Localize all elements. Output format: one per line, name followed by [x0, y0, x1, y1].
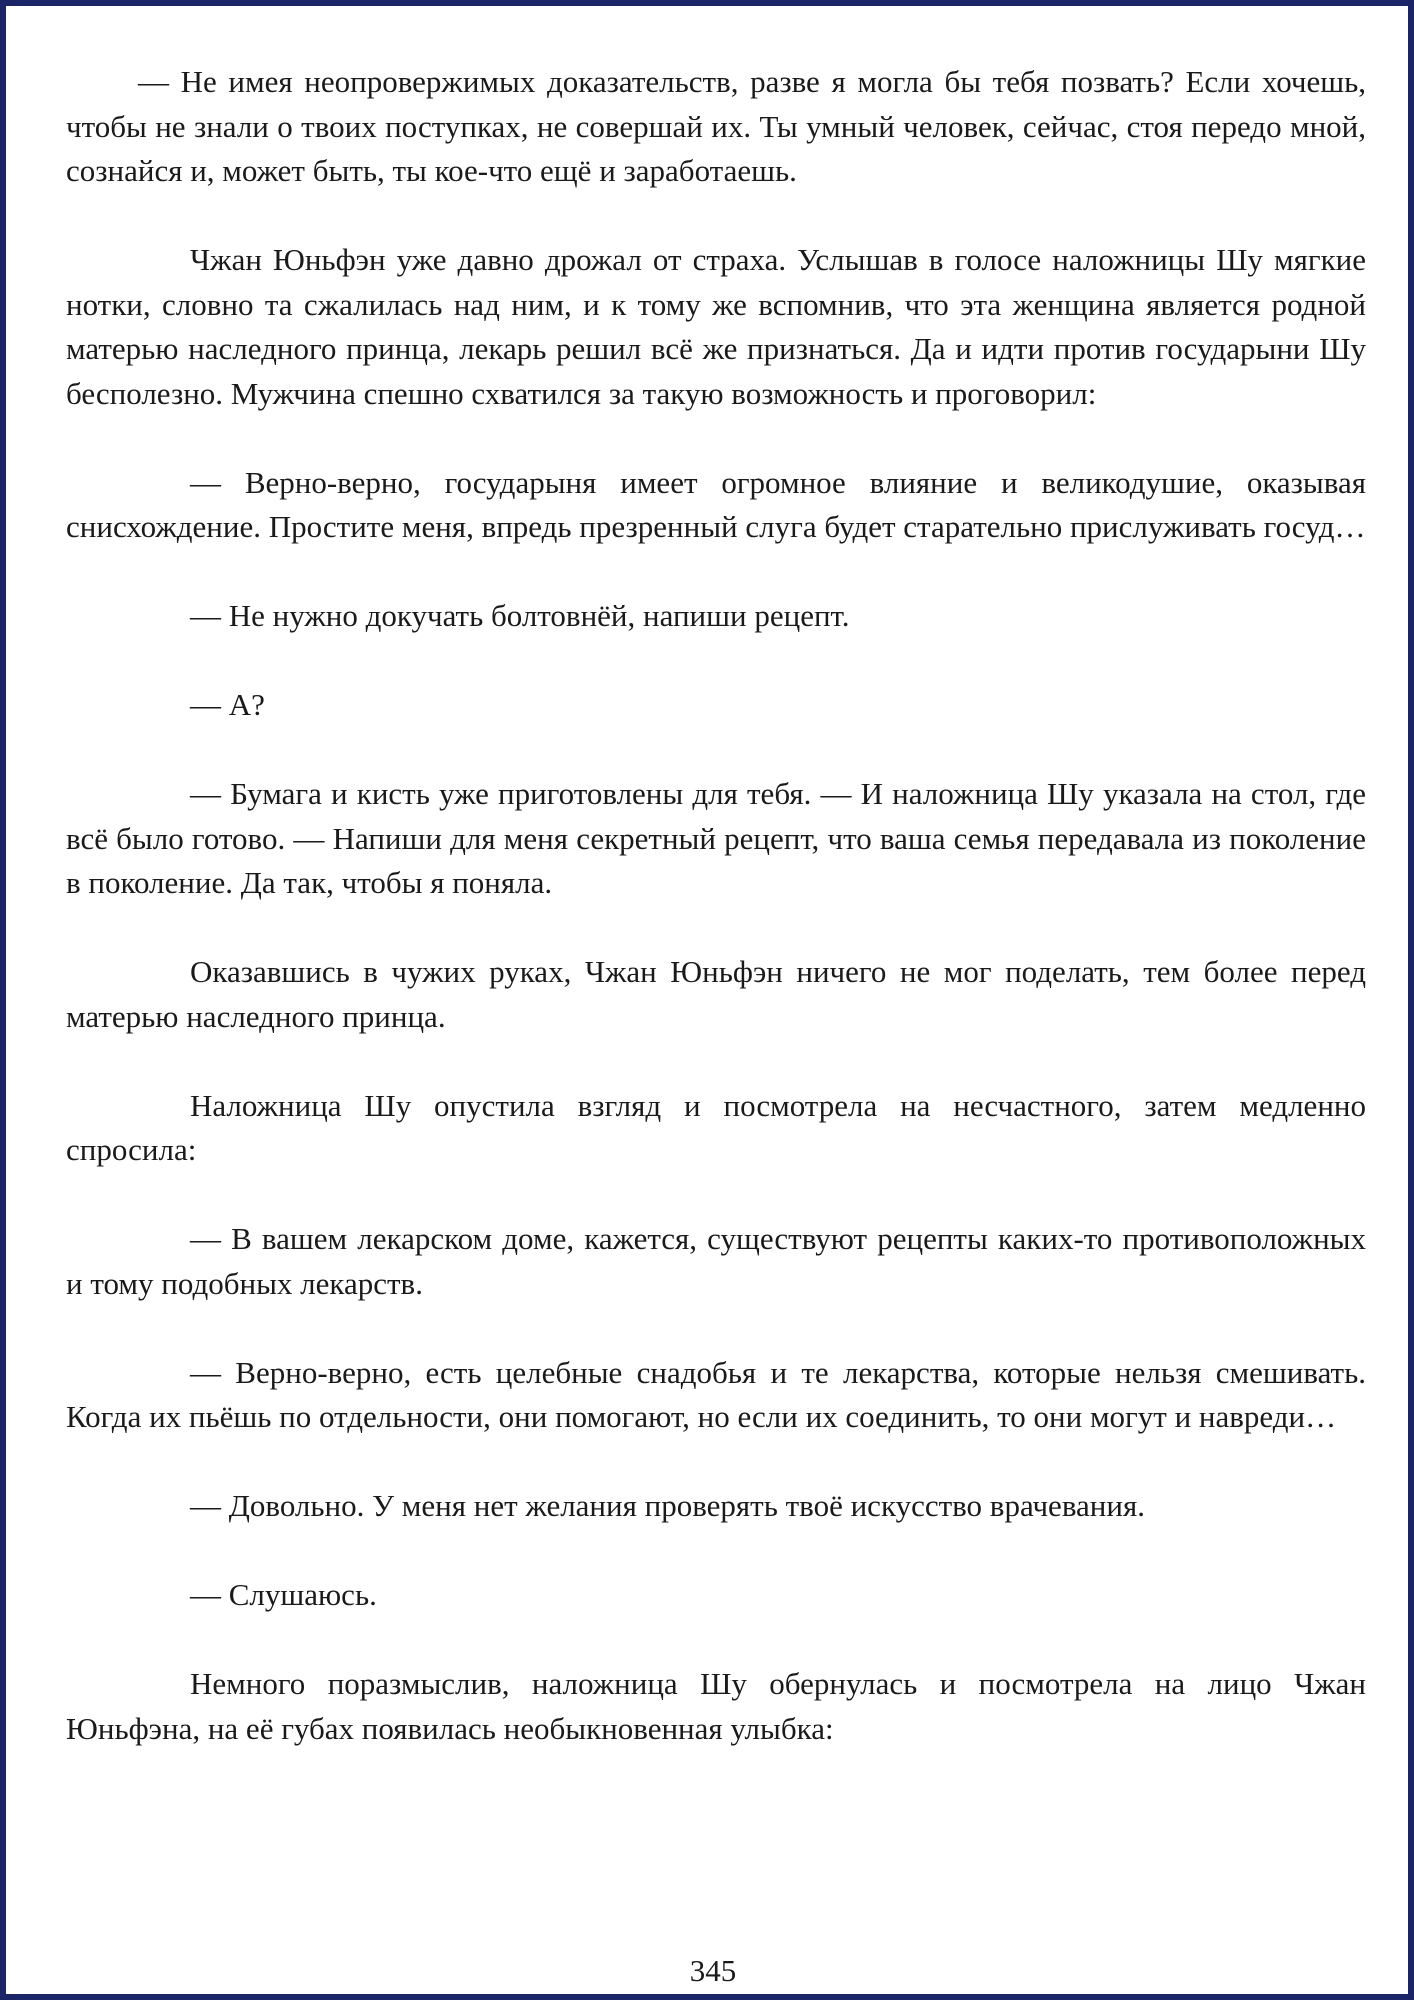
- paragraph-2: Чжан Юньфэн уже давно дрожал от страха. Услышав в голосе наложницы Шу мягкие нотки, словно та сжалилась над ним, и к тому же вспомнив, что эта женщина является родной матерью наследного принца, лекарь решил всё же признаться. Да и идти против государыни Шу бесполезно. Мужчина спешно схватился за такую возможность и проговорил:: [66, 242, 1366, 411]
- paragraph-11: — Довольно. У меня нет желания проверять твоё искусство врачевания.: [190, 1488, 1145, 1523]
- paragraph-7: Оказавшись в чужих руках, Чжан Юньфэн ничего не мог поделать, тем более перед матерью наследного принца.: [66, 954, 1366, 1034]
- paragraph-10: — Верно-верно, есть целебные снадобья и те лекарства, которые нельзя смешивать. Когда их пьёшь по отдельности, они помогают, но если их соединить, то они могут и навреди…: [66, 1354, 1366, 1434]
- paragraph-9: — В вашем лекарском доме, кажется, существуют рецепты каких-то противоположных и тому подобных лекарств.: [66, 1221, 1366, 1301]
- paragraph-12: — Слушаюсь.: [190, 1577, 377, 1612]
- paragraph-1: — Не имея неопровержимых доказательств, разве я могла бы тебя позвать? Если хочешь, чтобы не знали о твоих поступках, не совершай их. Ты умный человек, сейчас, стоя передо мной, сознайся и, может быть, ты кое-что ещё и заработаешь.: [66, 64, 1366, 188]
- paragraph-4: — Не нужно докучать болтовнёй, напиши рецепт.: [190, 598, 850, 633]
- paragraph-6: — Бумага и кисть уже приготовлены для тебя. — И наложница Шу указала на стол, где всё было готово. — Напиши для меня секретный рецепт, что ваша семья передавала из поколение в поколение. Да так, чтобы я поняла.: [66, 776, 1366, 900]
- page-body: [66, 60, 1366, 1796]
- paragraph-13: Немного поразмыслив, наложница Шу обернулась и посмотрела на лицо Чжан Юньфэна, на её губах появилась необыкновенная улыбка:: [66, 1666, 1366, 1746]
- paragraph-5: — А?: [190, 687, 265, 722]
- paragraph-8: Наложница Шу опустила взгляд и посмотрела на несчастного, затем медленно спросила:: [66, 1087, 1366, 1167]
- paragraph-3: — Верно-верно, государыня имеет огромное влияние и великодушие, оказывая снисхождение. Простите меня, впредь презренный слуга будет старательно прислуживать госуд…: [66, 464, 1366, 544]
- page-number: 345: [689, 1953, 737, 1988]
